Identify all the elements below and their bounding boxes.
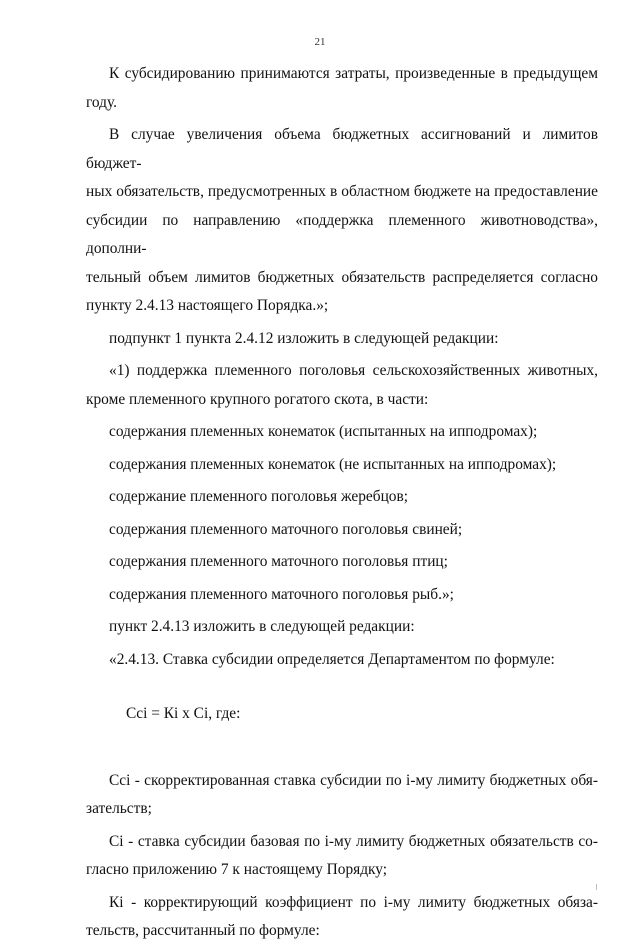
text-line: содержания племенного маточного поголовья рыб.»;: [109, 585, 454, 603]
text-line: «2.4.13. Ставка субсидии определяется Департаментом по формуле:: [109, 650, 555, 668]
text-line: субсидии по направлению «поддержка племенного животноводства», дополни-: [86, 211, 598, 257]
text-line: Ccі - скорректированная ставка субсидии по і-му лимиту бюджетных обя-: [109, 771, 598, 789]
paragraph-subclause-intro: [86, 325, 598, 354]
text-line: содержание племенного поголовья жеребцов;: [109, 488, 409, 505]
list-item: [86, 548, 598, 577]
text-line: содержания племенных конематок (испытанных на ипподромах);: [109, 423, 538, 440]
list-item: [86, 516, 598, 545]
text-line: зательств;: [86, 800, 152, 817]
formula: Ccі = Кі х Сі, где:: [126, 705, 241, 722]
definition-cci: [86, 767, 598, 824]
list-item: [86, 483, 598, 512]
text-line: кроме племенного крупного рогатого скота, в части:: [86, 390, 429, 408]
text-line: ных обязательств, предусмотренных в областном бюджете на предоставление: [86, 183, 598, 200]
definition-ki: [86, 889, 598, 946]
text-line: тельный объем лимитов бюджетных обязательств распределяется согласно: [86, 268, 598, 286]
page-number: 21: [314, 36, 326, 48]
list-item: [86, 581, 598, 610]
list-item: [86, 451, 598, 480]
list-item: [86, 418, 598, 447]
text-line: Кі - корректирующий коэффициент по і-му лимиту бюджетных обяза-: [109, 893, 598, 911]
text-line: году.: [86, 93, 118, 111]
definition-ci: [86, 828, 598, 885]
text-line: тельств, рассчитанный по формуле:: [86, 922, 320, 939]
document-body: [86, 60, 598, 950]
paragraph-breeding-support: [86, 357, 598, 414]
text-line: В случае увеличения объема бюджетных ассигнований и лимитов бюджет-: [86, 126, 598, 172]
text-line: содержания племенного маточного поголовья свиней;: [109, 520, 463, 538]
text-line: «1) поддержка племенного поголовья сельскохозяйственных животных,: [109, 362, 598, 379]
text-line: гласно приложению 7 к настоящему Порядку;: [86, 861, 388, 878]
text-line: содержания племенного маточного поголовья птиц;: [109, 553, 448, 570]
paragraph-subsidy-costs: [86, 60, 598, 117]
text-line: пункт 2.4.13 изложить в следующей редакции:: [109, 618, 415, 635]
scan-edge-mark: [596, 884, 597, 890]
text-line: Сі - ставка субсидии базовая по і-му лимиту бюджетных обязательств со-: [109, 832, 598, 850]
paragraph-rate-definition: [86, 646, 598, 675]
text-line: содержания племенных конематок (не испытанных на ипподромах);: [109, 455, 557, 473]
text-line: К субсидированию принимаются затраты, произведенные в предыдущем: [109, 65, 598, 82]
paragraph-budget-increase: [86, 121, 598, 321]
paragraph-clause-intro: [86, 613, 598, 642]
text-line: пункту 2.4.13 настоящего Порядка.»;: [86, 297, 329, 314]
text-line: подпункт 1 пункта 2.4.12 изложить в следующей редакции:: [109, 329, 499, 347]
